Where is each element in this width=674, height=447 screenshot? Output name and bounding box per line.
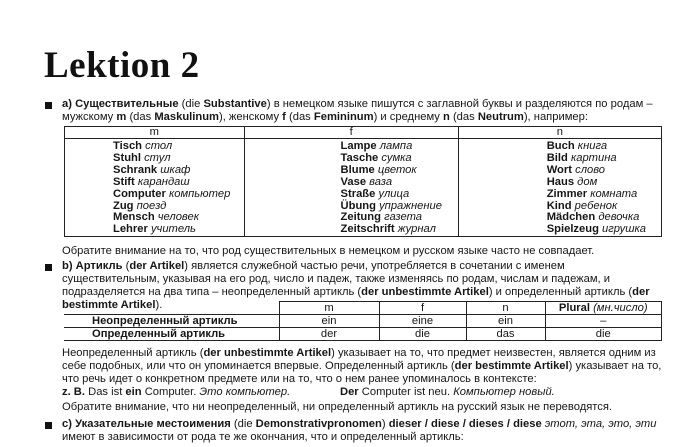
noun-word: Computer bbox=[113, 187, 166, 200]
noun-translation: слово bbox=[575, 163, 606, 176]
nouns-gender-table bbox=[64, 126, 662, 237]
noun-translation: комната bbox=[590, 187, 638, 200]
noun-translation: человек bbox=[157, 211, 200, 224]
noun-word: Zug bbox=[113, 199, 134, 212]
noun-translation: шкаф bbox=[160, 163, 191, 176]
noun-translation: девочка bbox=[598, 211, 640, 224]
noun-translation: картина bbox=[570, 151, 617, 164]
noun-word: Spielzeug bbox=[546, 223, 599, 236]
noun-word: Haus bbox=[546, 175, 575, 188]
noun-word: Wort bbox=[546, 163, 572, 176]
noun-translation: лампа bbox=[379, 140, 413, 152]
noun-translation: стул bbox=[144, 151, 171, 164]
section-c-text: c) Указательные местоимения (die Demonstrativpronomen) dieser / diese / dieses / diese этот, эта, это, эти имеют в зависимости от рода те же окончания, что и определенный артикль: bbox=[62, 418, 657, 443]
section-a-text: а) Существительные (die Substantive) в немецком языке пишутся с заглавной буквы и разделяются по родам – мужскому m (das Maskulinum), женскому f (das Femininum) и среднему n (das Neutrum), например: bbox=[62, 98, 653, 123]
noun-translation: цветок bbox=[377, 163, 417, 176]
column-neuter bbox=[458, 139, 661, 237]
noun-translation: упражнение bbox=[379, 199, 442, 212]
example-line: z. B. Das ist ein Computer. Это компьютер. Der Computer ist neu. Компьютер новый. bbox=[62, 386, 555, 398]
noun-word: Kind bbox=[546, 199, 572, 212]
header-n: n bbox=[458, 127, 661, 139]
noun-word: Übung bbox=[340, 199, 376, 212]
article-header-f: f bbox=[379, 302, 466, 315]
noun-entry bbox=[547, 224, 661, 236]
section-b-text: b) Артикль (der Artikel) является служебной частью речи, употребляется в сочетании с именем существительным, указывая на его род, число и падеж, также изменяясь по родам, числам и падежам, и подразделяется на два типа – неопределенный артикль (der unbestimmte Artikel) и определенный артикль (der bestimmte Artikel). bbox=[62, 260, 650, 311]
noun-word: Straße bbox=[340, 187, 376, 200]
table-row: Определенный артикль der die das die bbox=[64, 328, 662, 341]
article-explanation: Неопределенный артикль (der unbestimmte Artikel) указывает на то, что предмет неизвестен, является одним из себе подобных, или что он упоминается впервые. Определенный артикль (der bestimmte Artikel) указывает на то, что речь идет о конкретном предмете или на то, что о нем ранее упоминалось в контексте: bbox=[62, 347, 662, 385]
gender-note: Обратите внимание на то, что род существительных в немецком и русском языке часто не совпадает. bbox=[62, 245, 595, 257]
noun-word: Zimmer bbox=[546, 187, 588, 200]
noun-word: Zeitschrift bbox=[340, 223, 395, 236]
header-m: m bbox=[65, 127, 245, 139]
noun-translation: книга bbox=[577, 140, 608, 152]
noun-translation: газета bbox=[384, 211, 423, 224]
noun-word: Stuhl bbox=[113, 151, 141, 164]
noun-word: Zeitung bbox=[340, 211, 381, 224]
noun-word: Mädchen bbox=[546, 211, 596, 224]
noun-translation: компьютер bbox=[168, 187, 231, 200]
article-header-m: m bbox=[279, 302, 379, 315]
article-header-n: n bbox=[466, 302, 545, 315]
noun-translation: игрушка bbox=[602, 223, 647, 236]
noun-word: Mensch bbox=[113, 211, 155, 224]
noun-entry bbox=[341, 224, 458, 236]
column-masculine bbox=[65, 139, 245, 237]
noun-translation: журнал bbox=[397, 223, 436, 236]
bullet-icon bbox=[45, 102, 52, 109]
column-feminine bbox=[244, 139, 458, 237]
noun-translation: дом bbox=[577, 175, 598, 188]
noun-word: Vase bbox=[340, 175, 367, 188]
noun-word: Schrank bbox=[113, 163, 158, 176]
noun-word: Bild bbox=[546, 151, 568, 164]
bullet-icon bbox=[45, 264, 52, 271]
noun-translation: сумка bbox=[381, 151, 412, 164]
bullet-icon bbox=[45, 422, 52, 429]
noun-entry bbox=[113, 224, 244, 236]
article-table bbox=[64, 301, 662, 341]
translation-note: Обратите внимание, что ни неопределенный, ни определенный артикль на русский язык не переводятся. bbox=[62, 401, 613, 413]
noun-translation: карандаш bbox=[137, 175, 190, 188]
noun-translation: ребенок bbox=[574, 199, 618, 212]
table-row: Неопределенный артикль ein eine ein – bbox=[64, 315, 662, 328]
noun-word: Lehrer bbox=[113, 223, 148, 236]
noun-word: Stift bbox=[113, 175, 135, 188]
noun-word: Buch bbox=[546, 140, 575, 152]
noun-word: Tasche bbox=[340, 151, 379, 164]
noun-translation: поезд bbox=[136, 199, 167, 212]
noun-translation: учитель bbox=[150, 223, 196, 236]
article-header-plural: Plural (мн.число) bbox=[545, 302, 662, 315]
noun-word: Blume bbox=[340, 163, 375, 176]
lesson-title: Lektion 2 bbox=[44, 45, 200, 86]
header-f: f bbox=[244, 127, 458, 139]
noun-word: Tisch bbox=[113, 140, 143, 152]
noun-word: Lampe bbox=[340, 140, 377, 152]
noun-translation: улица bbox=[378, 187, 410, 200]
noun-translation: стол bbox=[145, 140, 173, 152]
noun-translation: ваза bbox=[369, 175, 393, 188]
